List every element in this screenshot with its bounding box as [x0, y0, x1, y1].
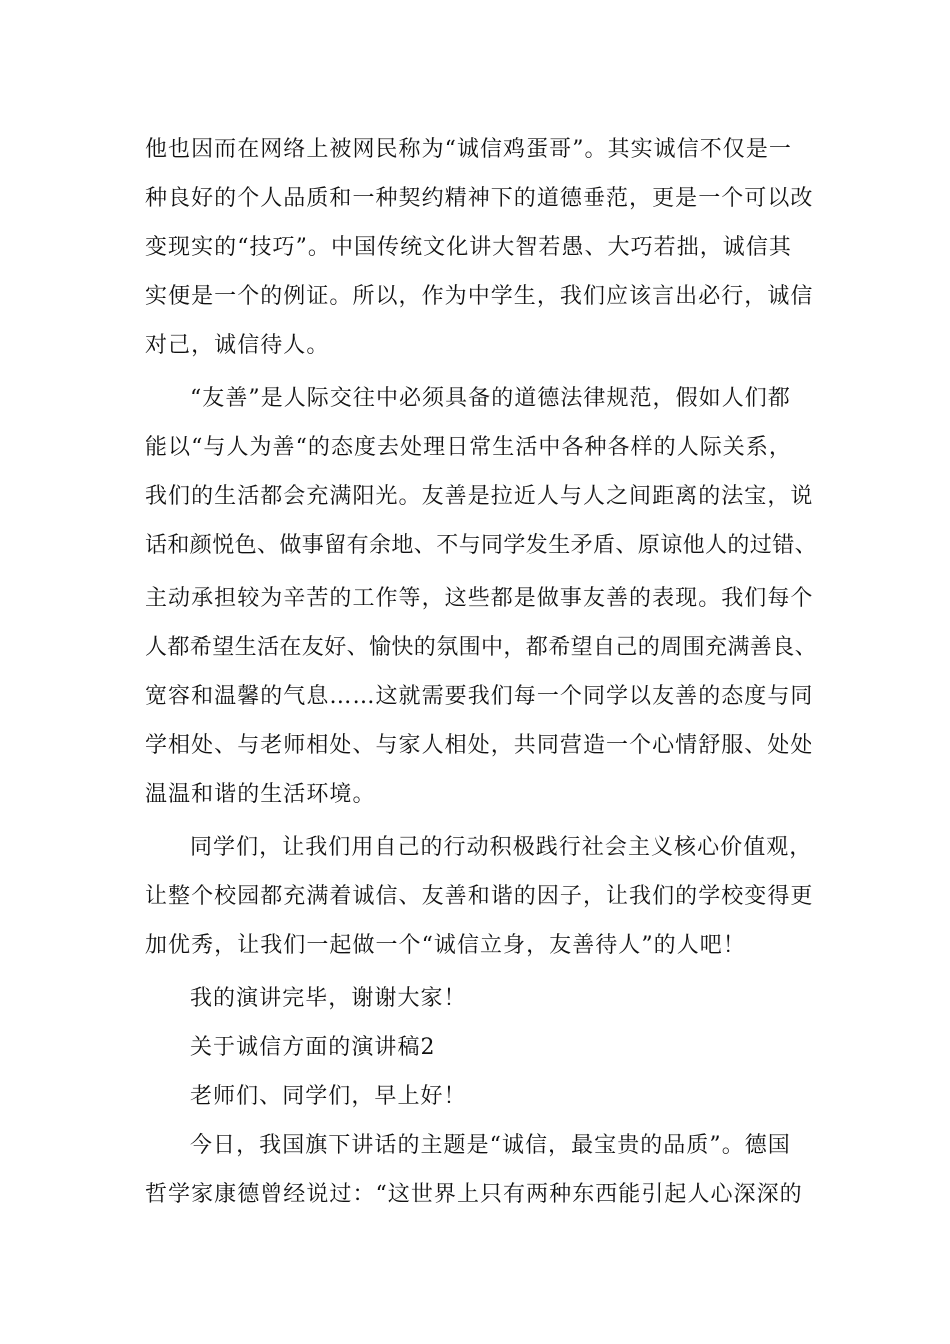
speech-2-heading: 关于诚信方面的演讲稿2 [190, 1035, 436, 1060]
paragraph-2-line-7: 宽容和温馨的气息……这就需要我们每一个同学以友善的态度与同 [145, 684, 814, 709]
paragraph-3-line-1: 同学们，让我们用自己的行动积极践行社会主义核心价值观， [190, 835, 813, 860]
paragraph-3-line-3: 加优秀，让我们一起做一个“诚信立身，友善待人”的人吧！ [145, 933, 746, 958]
paragraph-3-line-2: 让整个校园都充满着诚信、友善和谐的因子，让我们的学校变得更 [145, 884, 814, 909]
greeting-line: 老师们、同学们，早上好！ [190, 1084, 467, 1109]
paragraph-2-line-6: 人都希望生活在友好、愉快的氛围中，都希望自己的周围充满善良、 [145, 635, 818, 660]
paragraph-2-line-4: 话和颜悦色、做事留有余地、不与同学发生矛盾、原谅他人的过错、 [145, 533, 818, 558]
paragraph-1-line-3: 变现实的“技巧”。中国传统文化讲大智若愚、大巧若拙，诚信其 [145, 235, 792, 260]
paragraph-4-line-2: 哲学家康德曾经说过：“这世界上只有两种东西能引起人心深深的 [145, 1182, 803, 1207]
paragraph-2-line-5: 主动承担较为辛苦的工作等，这些都是做事友善的表现。我们每个 [145, 586, 814, 611]
paragraph-1-line-1: 他也因而在网络上被网民称为“诚信鸡蛋哥”。其实诚信不仅是一 [145, 137, 792, 162]
paragraph-2-line-2: 能以“与人为善“的态度去处理日常生活中各种各样的人际关系， [145, 435, 792, 460]
closing-line: 我的演讲完毕，谢谢大家！ [190, 986, 467, 1011]
paragraph-2-line-1: “友善”是人际交往中必须具备的道德法律规范，假如人们都 [190, 386, 791, 411]
paragraph-1-line-2: 种良好的个人品质和一种契约精神下的道德垂范，更是一个可以改 [145, 186, 814, 211]
paragraph-1-line-4: 实便是一个的例证。所以，作为中学生，我们应该言出必行，诚信 [145, 284, 814, 309]
paragraph-2-line-9: 温温和谐的生活环境。 [145, 782, 376, 807]
paragraph-1-line-5: 对己，诚信待人。 [145, 333, 330, 358]
paragraph-4-line-1: 今日，我国旗下讲话的主题是“诚信，最宝贵的品质”。德国 [190, 1133, 791, 1158]
paragraph-2-line-3: 我们的生活都会充满阳光。友善是拉近人与人之间距离的法宝，说 [145, 484, 814, 509]
paragraph-2-line-8: 学相处、与老师相处、与家人相处，共同营造一个心情舒服、处处 [145, 733, 814, 758]
